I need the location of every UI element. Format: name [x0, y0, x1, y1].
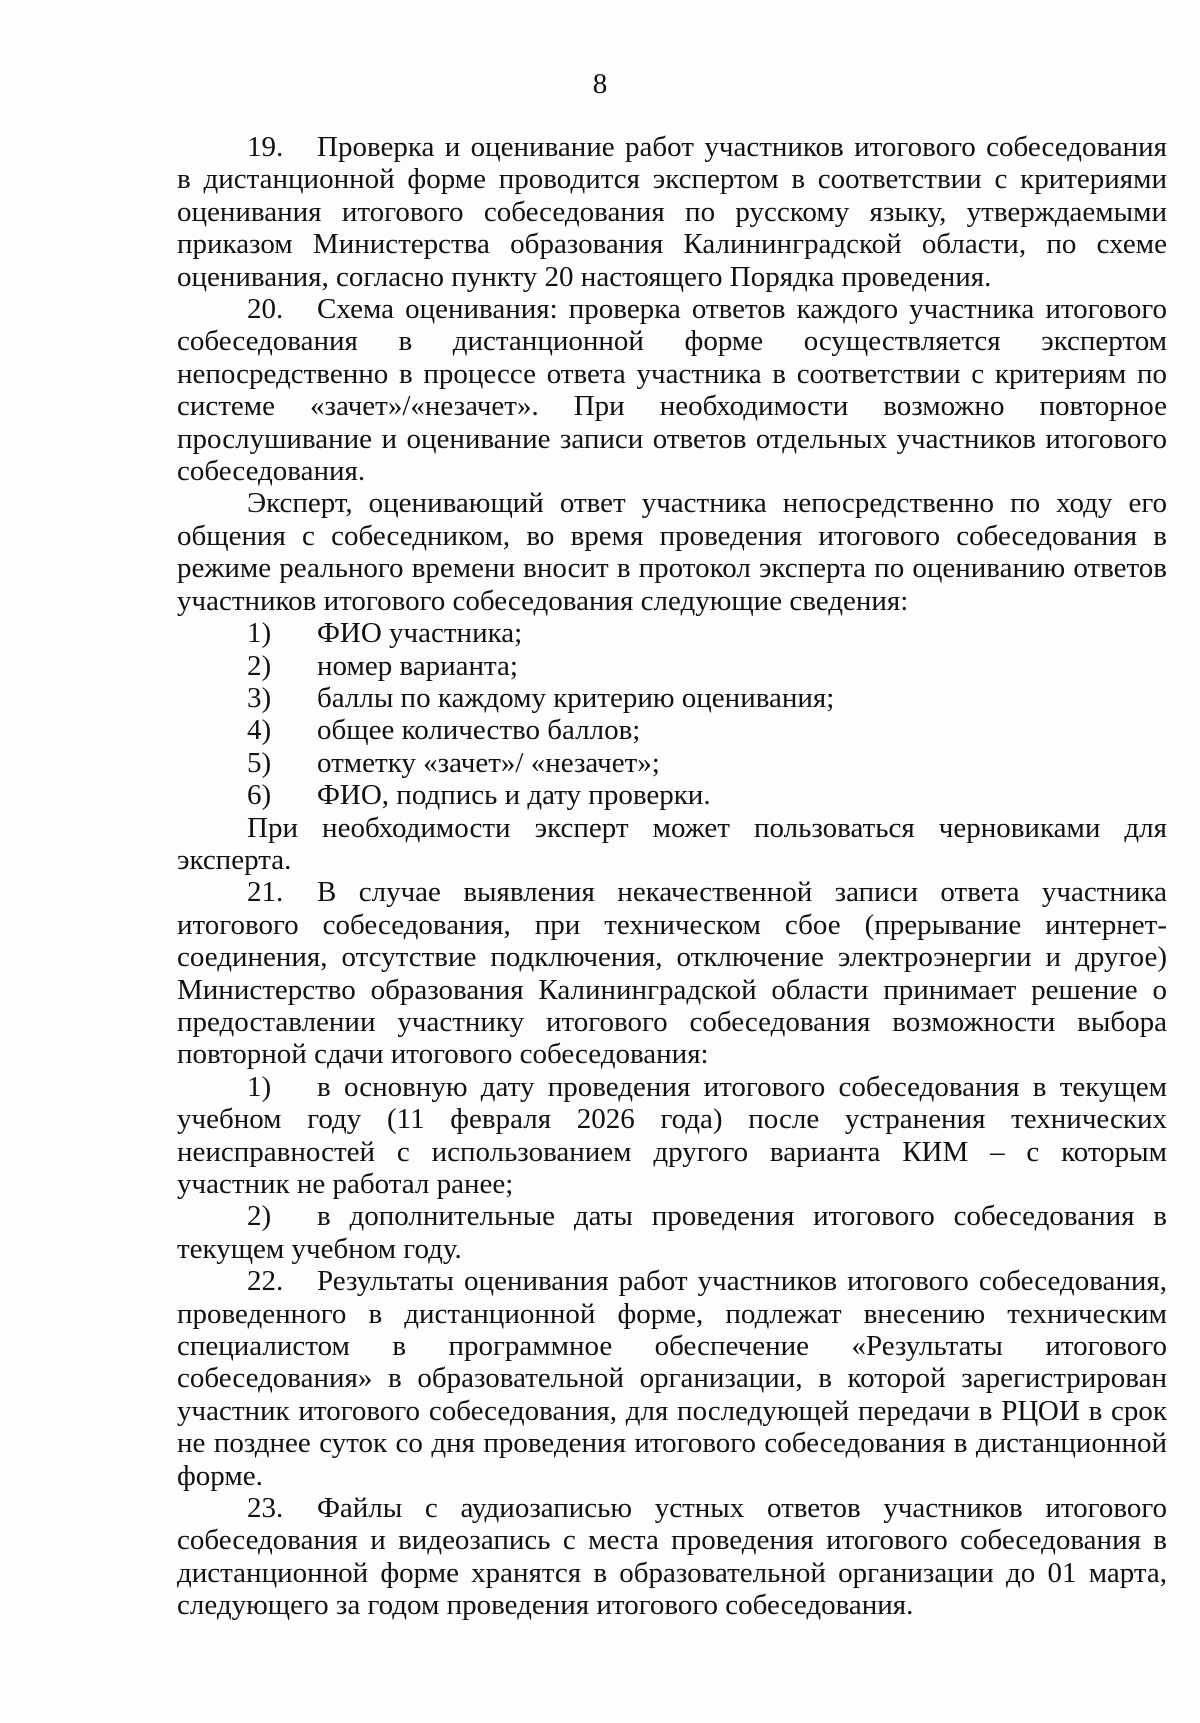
- paragraph-text: В случае выявления некачественной записи ответа участника итогового собеседования, при техническом сбое (прерывание интернет-соединения, отсутствие подключения, отключение электроэнергии и другое) Министерство образования Калининградской области принимает решение о предоставлении участнику итогового собеседования возможности выбора повторной сдачи итогового собеседования:: [177, 876, 1167, 1071]
- list-text: в основную дату проведения итогового собеседования в текущем учебном году (11 февраля 2026 года) после устранения технических неисправностей с использованием другого варианта КИМ – с которым участник не работал ранее;: [177, 1070, 1167, 1200]
- paragraph-text: Схема оценивания: проверка ответов каждого участника итогового собеседования в дистанционной форме осуществляется экспертом непосредственно в процессе ответа участника в соответствии с критериям по системе «зачет»/«незачет». При необходимости возможно повторное прослушивание и оценивание записи ответов отдельных участников итогового собеседования.: [177, 293, 1167, 488]
- list-text: баллы по каждому критерию оценивания;: [317, 681, 835, 714]
- paragraph-23: [177, 1492, 1167, 1622]
- paragraph-21: [177, 876, 1167, 1070]
- paragraph-20-drafts: При необходимости эксперт может пользоваться черновиками для эксперта.: [177, 811, 1167, 876]
- list-text: ФИО участника;: [317, 617, 523, 650]
- list-text: общее количество баллов;: [317, 714, 641, 747]
- list-item: [177, 650, 1167, 682]
- list-marker: 5): [247, 746, 272, 779]
- list-marker: 3): [247, 681, 272, 714]
- paragraph-19: [177, 131, 1167, 293]
- list-marker: 1): [247, 617, 272, 650]
- paragraph-number: 22.: [247, 1265, 284, 1298]
- list-marker: 2): [247, 649, 272, 682]
- document-body: [177, 131, 1167, 1622]
- list-text: в дополнительные даты проведения итогового собеседования в текущем учебном году.: [177, 1200, 1167, 1265]
- paragraph-22: [177, 1265, 1167, 1492]
- list-marker: 1): [247, 1070, 272, 1103]
- list-item: [177, 617, 1167, 649]
- list-marker: 4): [247, 714, 272, 747]
- paragraph-21-option-2: [177, 1200, 1167, 1265]
- list-item: [177, 714, 1167, 746]
- page-number: 8: [592, 68, 608, 100]
- list-item: [177, 747, 1167, 779]
- paragraph-number: 19.: [247, 131, 284, 163]
- paragraph-21-option-1: [177, 1071, 1167, 1201]
- paragraph-number: 20.: [247, 293, 284, 326]
- expert-info-list: [177, 617, 1167, 811]
- paragraph-20: [177, 293, 1167, 487]
- list-text: отметку «зачет»/ «незачет»;: [317, 746, 660, 779]
- paragraph-text: Проверка и оценивание работ участников итогового собеседования в дистанционной форме проводится экспертом в соответствии с критериями оценивания итогового собеседования по русскому языку, утверждаемыми приказом Министерства образования Калининградской области, по схеме оценивания, согласно пункту 20 настоящего Порядка проведения.: [177, 131, 1167, 293]
- paragraph-number: 23.: [247, 1492, 284, 1525]
- paragraph-20-expert: Эксперт, оценивающий ответ участника непосредственно по ходу его общения с собеседником, во время проведения итогового собеседования в режиме реального времени вносит в протокол эксперта по оцениванию ответов участников итогового собеседования следующие сведения:: [177, 487, 1167, 617]
- list-item: [177, 682, 1167, 714]
- list-text: ФИО, подпись и дату проверки.: [317, 779, 711, 812]
- list-marker: 2): [247, 1200, 272, 1233]
- list-item: [177, 779, 1167, 811]
- paragraph-text: Результаты оценивания работ участников итогового собеседования, проведенного в дистанционной форме, подлежат внесению техническим специалистом в программное обеспечение «Результаты итогового собеседования» в образовательной организации, в которой зарегистрирован участник итогового собеседования, для последующей передачи в РЦОИ в срок не позднее суток со дня проведения итогового собеседования в дистанционной форме.: [177, 1265, 1167, 1492]
- paragraph-number: 21.: [247, 876, 284, 909]
- list-marker: 6): [247, 779, 272, 812]
- paragraph-text: Файлы с аудиозаписью устных ответов участников итогового собеседования и видеозапись с места проведения итогового собеседования в дистанционной форме хранятся в образовательной организации до 01 марта, следующего за годом проведения итогового собеседования.: [177, 1492, 1167, 1622]
- list-text: номер варианта;: [317, 649, 518, 682]
